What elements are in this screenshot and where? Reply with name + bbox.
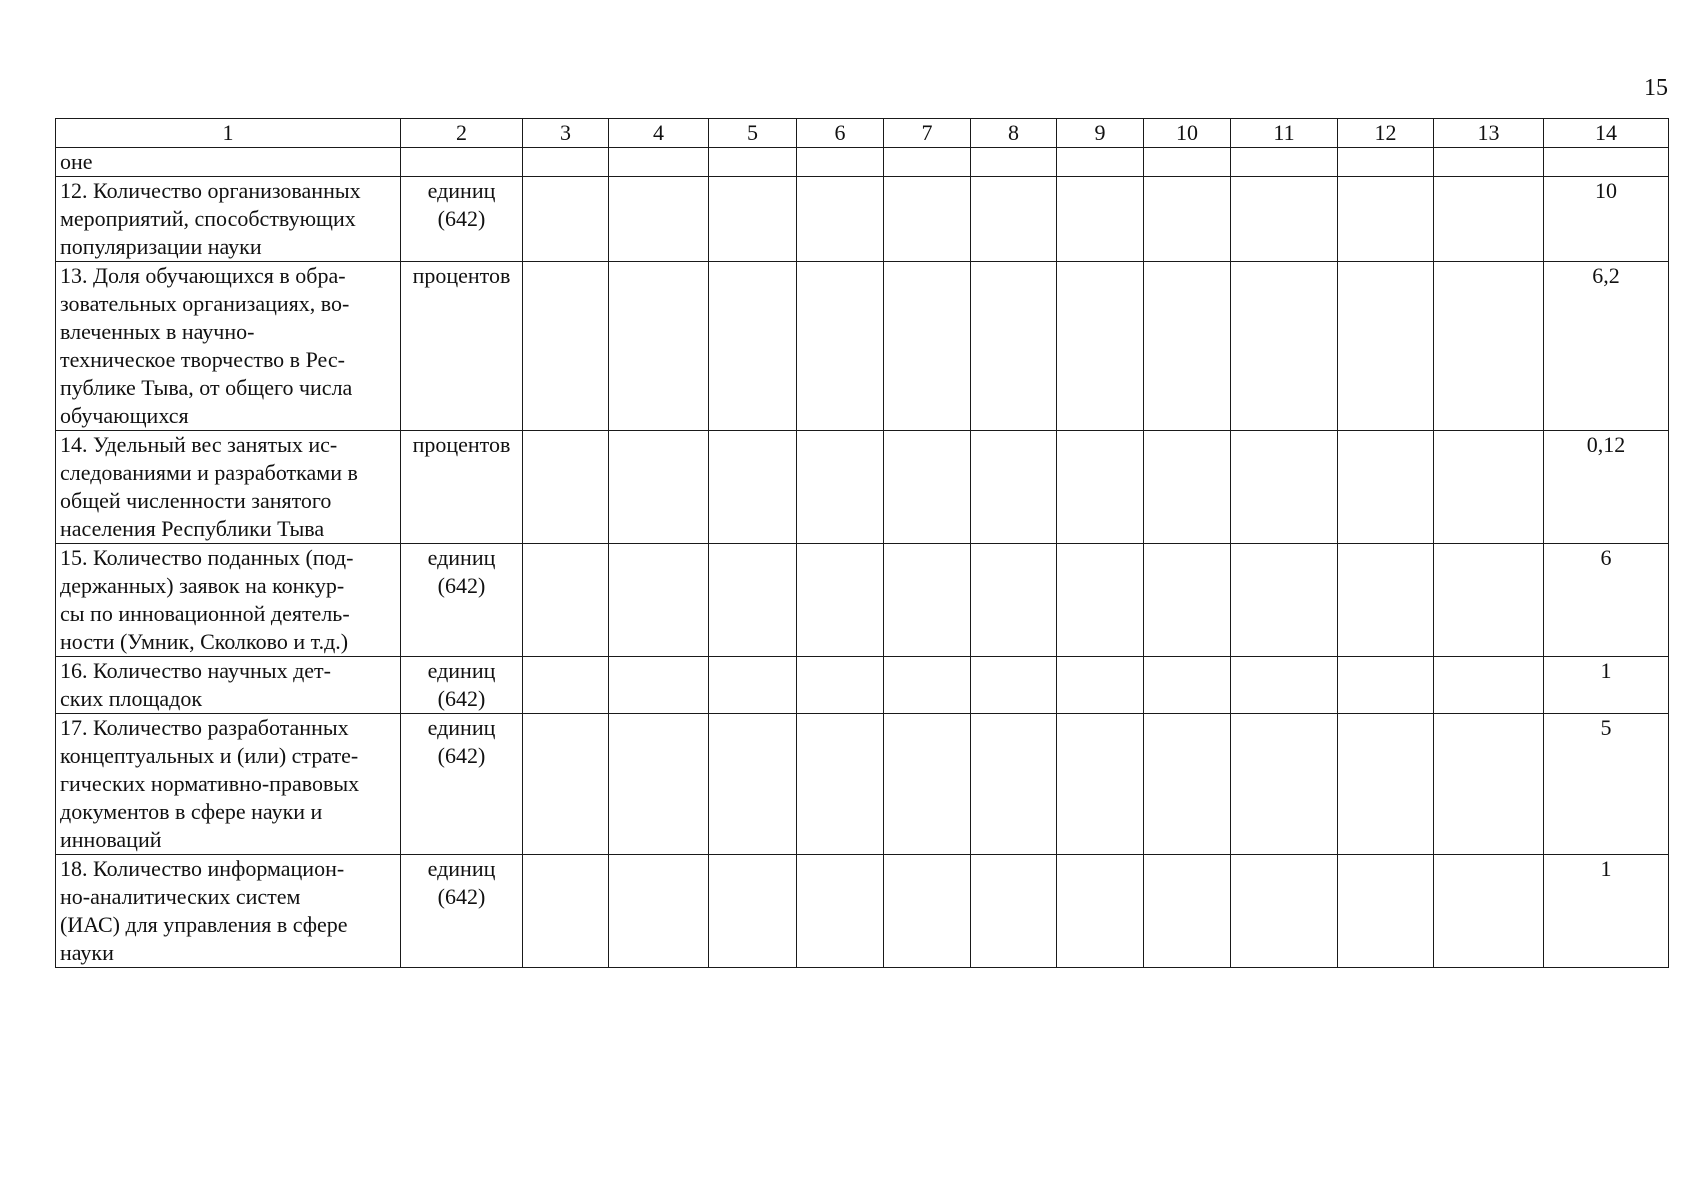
empty-cell bbox=[709, 148, 797, 177]
empty-cell bbox=[709, 855, 797, 968]
empty-cell bbox=[1231, 657, 1338, 714]
unit-cell bbox=[401, 544, 523, 657]
indicator-name-line: техническое творчество в Рес- bbox=[60, 347, 345, 372]
indicator-name-line: инноваций bbox=[60, 827, 162, 852]
value-cell bbox=[1544, 148, 1669, 177]
unit-line: процентов bbox=[412, 263, 511, 288]
empty-cell bbox=[1057, 431, 1144, 544]
indicator-name-line: 16. Количество научных дет- bbox=[60, 658, 331, 683]
empty-cell bbox=[884, 148, 971, 177]
empty-cell bbox=[884, 657, 971, 714]
column-header: 7 bbox=[884, 119, 971, 148]
empty-cell bbox=[1057, 714, 1144, 855]
column-header: 3 bbox=[523, 119, 609, 148]
empty-cell bbox=[609, 148, 709, 177]
unit-line: (642) bbox=[437, 743, 486, 768]
indicator-name-line: зовательных организациях, во- bbox=[60, 291, 350, 316]
indicator-name-line: 14. Удельный вес занятых ис- bbox=[60, 432, 338, 457]
indicator-name-cell bbox=[56, 855, 401, 968]
empty-cell bbox=[1231, 148, 1338, 177]
value-cell: 10 bbox=[1544, 177, 1669, 262]
column-number-row bbox=[56, 119, 1669, 148]
indicator-name-line: 18. Количество информацион- bbox=[60, 856, 345, 881]
indicator-name-line: 15. Количество поданных (под- bbox=[60, 545, 354, 570]
empty-cell bbox=[797, 177, 884, 262]
indicator-name-line: 13. Доля обучающихся в обра- bbox=[60, 263, 346, 288]
empty-cell bbox=[884, 262, 971, 431]
indicator-name-line: влеченных в научно- bbox=[60, 319, 255, 344]
column-header: 10 bbox=[1144, 119, 1231, 148]
empty-cell bbox=[1338, 431, 1434, 544]
indicator-name-line: держанных) заявок на конкур- bbox=[60, 573, 345, 598]
empty-cell bbox=[1231, 431, 1338, 544]
empty-cell bbox=[797, 714, 884, 855]
empty-cell bbox=[971, 544, 1057, 657]
empty-cell bbox=[1144, 544, 1231, 657]
table-row bbox=[56, 544, 1669, 657]
column-header: 9 bbox=[1057, 119, 1144, 148]
empty-cell bbox=[523, 431, 609, 544]
empty-cell bbox=[709, 431, 797, 544]
empty-cell bbox=[1144, 262, 1231, 431]
indicator-name-line: ских площадок bbox=[60, 686, 203, 711]
empty-cell bbox=[797, 431, 884, 544]
empty-cell bbox=[1338, 714, 1434, 855]
unit-cell bbox=[401, 177, 523, 262]
empty-cell bbox=[797, 544, 884, 657]
unit-line: единиц bbox=[427, 715, 496, 740]
empty-cell bbox=[971, 262, 1057, 431]
empty-cell bbox=[1434, 544, 1544, 657]
indicator-name-cell bbox=[56, 714, 401, 855]
indicator-name-line: населения Республики Тыва bbox=[60, 516, 325, 541]
empty-cell bbox=[523, 657, 609, 714]
unit-cell bbox=[401, 262, 523, 431]
empty-cell bbox=[797, 657, 884, 714]
unit-cell bbox=[401, 657, 523, 714]
indicator-name-line: 12. Количество организованных bbox=[60, 178, 361, 203]
unit-line: единиц bbox=[427, 545, 496, 570]
empty-cell bbox=[797, 855, 884, 968]
unit-cell bbox=[401, 431, 523, 544]
empty-cell bbox=[971, 855, 1057, 968]
empty-cell bbox=[1231, 855, 1338, 968]
unit-line: единиц bbox=[427, 856, 496, 881]
empty-cell bbox=[523, 855, 609, 968]
page-number: 15 bbox=[1644, 75, 1668, 101]
empty-cell bbox=[884, 544, 971, 657]
value-cell: 5 bbox=[1544, 714, 1669, 855]
indicator-name-cell bbox=[56, 657, 401, 714]
empty-cell bbox=[609, 431, 709, 544]
indicator-name-line: оне bbox=[60, 149, 93, 174]
table-row bbox=[56, 657, 1669, 714]
column-header: 14 bbox=[1544, 119, 1669, 148]
indicators-table bbox=[55, 118, 1669, 968]
empty-cell bbox=[609, 714, 709, 855]
empty-cell bbox=[1338, 544, 1434, 657]
column-header: 8 bbox=[971, 119, 1057, 148]
unit-line: (642) bbox=[437, 884, 486, 909]
empty-cell bbox=[1434, 148, 1544, 177]
empty-cell bbox=[1057, 657, 1144, 714]
empty-cell bbox=[884, 855, 971, 968]
empty-cell bbox=[1434, 855, 1544, 968]
empty-cell bbox=[709, 544, 797, 657]
unit-line: (642) bbox=[437, 573, 486, 598]
empty-cell bbox=[709, 657, 797, 714]
indicator-name-line: обучающихся bbox=[60, 403, 189, 428]
unit-line: (642) bbox=[437, 686, 486, 711]
indicator-name-line: общей численности занятого bbox=[60, 488, 332, 513]
unit-line: единиц bbox=[427, 658, 496, 683]
empty-cell bbox=[609, 657, 709, 714]
column-header: 1 bbox=[56, 119, 401, 148]
indicator-name-cell bbox=[56, 544, 401, 657]
empty-cell bbox=[797, 262, 884, 431]
empty-cell bbox=[971, 148, 1057, 177]
empty-cell bbox=[1434, 431, 1544, 544]
indicator-name-cell bbox=[56, 431, 401, 544]
empty-cell bbox=[797, 148, 884, 177]
empty-cell bbox=[1231, 714, 1338, 855]
indicator-name-line: популяризации науки bbox=[60, 234, 262, 259]
empty-cell bbox=[523, 262, 609, 431]
indicator-name-line: но-аналитических систем bbox=[60, 884, 301, 909]
empty-cell bbox=[1231, 262, 1338, 431]
table-row bbox=[56, 148, 1669, 177]
unit-line: единиц bbox=[427, 178, 496, 203]
empty-cell bbox=[609, 544, 709, 657]
empty-cell bbox=[1144, 855, 1231, 968]
empty-cell bbox=[1434, 262, 1544, 431]
unit-line: (642) bbox=[437, 206, 486, 231]
table-row bbox=[56, 431, 1669, 544]
empty-cell bbox=[1144, 431, 1231, 544]
column-header: 13 bbox=[1434, 119, 1544, 148]
empty-cell bbox=[1144, 657, 1231, 714]
indicator-name-line: гических нормативно-правовых bbox=[60, 771, 360, 796]
empty-cell bbox=[709, 714, 797, 855]
value-cell: 1 bbox=[1544, 855, 1669, 968]
empty-cell bbox=[1057, 148, 1144, 177]
empty-cell bbox=[1057, 262, 1144, 431]
unit-cell bbox=[401, 148, 523, 177]
empty-cell bbox=[523, 148, 609, 177]
empty-cell bbox=[1144, 177, 1231, 262]
unit-line: процентов bbox=[412, 432, 511, 457]
empty-cell bbox=[1338, 262, 1434, 431]
empty-cell bbox=[709, 177, 797, 262]
value-cell: 1 bbox=[1544, 657, 1669, 714]
empty-cell bbox=[1231, 544, 1338, 657]
empty-cell bbox=[971, 714, 1057, 855]
empty-cell bbox=[1338, 657, 1434, 714]
indicator-name-line: науки bbox=[60, 940, 114, 965]
value-cell: 0,12 bbox=[1544, 431, 1669, 544]
value-cell: 6,2 bbox=[1544, 262, 1669, 431]
empty-cell bbox=[1338, 148, 1434, 177]
empty-cell bbox=[1144, 714, 1231, 855]
indicator-name-line: документов в сфере науки и bbox=[60, 799, 323, 824]
empty-cell bbox=[609, 262, 709, 431]
indicator-name-cell bbox=[56, 262, 401, 431]
empty-cell bbox=[884, 714, 971, 855]
empty-cell bbox=[1144, 148, 1231, 177]
unit-cell bbox=[401, 714, 523, 855]
column-header: 12 bbox=[1338, 119, 1434, 148]
column-header: 2 bbox=[401, 119, 523, 148]
empty-cell bbox=[971, 177, 1057, 262]
indicator-name-cell bbox=[56, 148, 401, 177]
empty-cell bbox=[971, 431, 1057, 544]
indicator-name-line: публике Тыва, от общего числа bbox=[60, 375, 353, 400]
column-header: 11 bbox=[1231, 119, 1338, 148]
empty-cell bbox=[1338, 855, 1434, 968]
empty-cell bbox=[1434, 714, 1544, 855]
empty-cell bbox=[523, 714, 609, 855]
empty-cell bbox=[971, 657, 1057, 714]
indicator-name-cell bbox=[56, 177, 401, 262]
column-header: 6 bbox=[797, 119, 884, 148]
indicator-name-line: 17. Количество разработанных bbox=[60, 715, 349, 740]
empty-cell bbox=[1434, 657, 1544, 714]
empty-cell bbox=[1057, 855, 1144, 968]
empty-cell bbox=[1057, 544, 1144, 657]
empty-cell bbox=[523, 544, 609, 657]
value-cell: 6 bbox=[1544, 544, 1669, 657]
empty-cell bbox=[609, 177, 709, 262]
indicator-name-line: ности (Умник, Сколково и т.д.) bbox=[60, 629, 349, 654]
indicator-name-line: концептуальных и (или) страте- bbox=[60, 743, 359, 768]
empty-cell bbox=[1057, 177, 1144, 262]
empty-cell bbox=[1338, 177, 1434, 262]
indicator-name-line: следованиями и разработками в bbox=[60, 460, 358, 485]
empty-cell bbox=[1231, 177, 1338, 262]
empty-cell bbox=[884, 431, 971, 544]
table-body bbox=[56, 148, 1669, 968]
table-row bbox=[56, 177, 1669, 262]
indicator-name-line: (ИАС) для управления в сфере bbox=[60, 912, 348, 937]
empty-cell bbox=[884, 177, 971, 262]
table-row bbox=[56, 855, 1669, 968]
table-row bbox=[56, 262, 1669, 431]
indicator-name-line: мероприятий, способствующих bbox=[60, 206, 356, 231]
empty-cell bbox=[523, 177, 609, 262]
column-header: 5 bbox=[709, 119, 797, 148]
indicator-name-line: сы по инновационной деятель- bbox=[60, 601, 350, 626]
empty-cell bbox=[709, 262, 797, 431]
empty-cell bbox=[1434, 177, 1544, 262]
column-header: 4 bbox=[609, 119, 709, 148]
table-row bbox=[56, 714, 1669, 855]
empty-cell bbox=[609, 855, 709, 968]
unit-cell bbox=[401, 855, 523, 968]
